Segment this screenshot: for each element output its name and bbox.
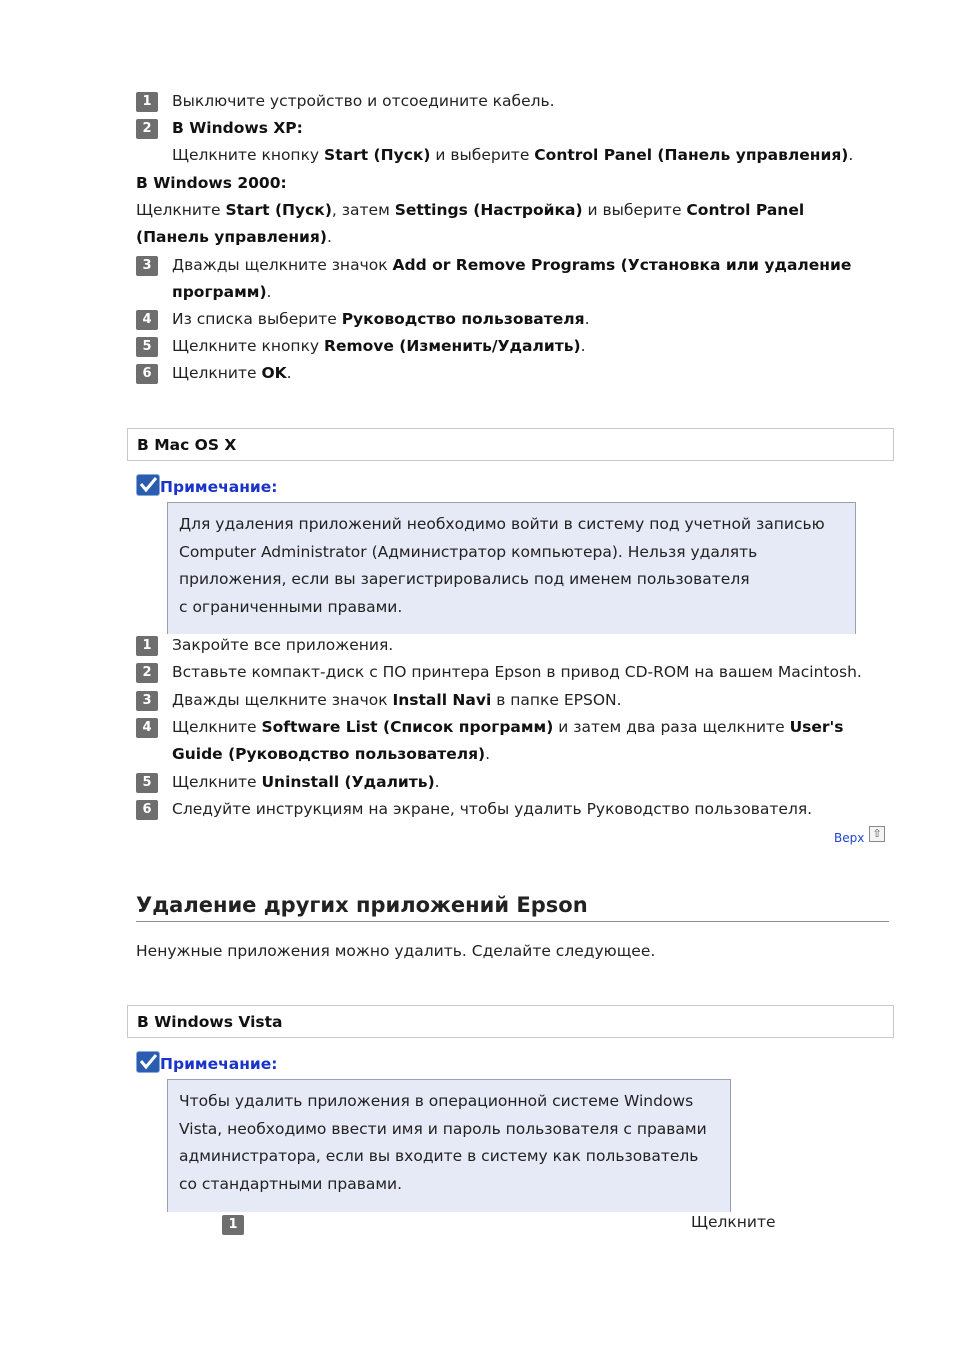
text: . <box>580 337 586 355</box>
step-text <box>172 769 892 796</box>
text: Щелкните <box>172 718 262 736</box>
note-line: Для удаления приложений необходимо войти в систему под учетной записью <box>179 515 825 533</box>
text: Щелкните <box>136 201 226 219</box>
step-number-badge: 1 <box>136 92 158 112</box>
text: Из списка выберите <box>172 310 342 328</box>
bold-text: Control Panel <box>686 201 805 219</box>
note-box <box>167 1079 731 1212</box>
bold-text: Add or Remove Programs (Установка или удаление <box>392 256 852 274</box>
note-label: Примечание: <box>160 478 278 496</box>
note-line: администратора, если вы входите в систему как пользователь <box>179 1147 699 1165</box>
step-number-badge: 2 <box>136 663 158 683</box>
step-text <box>172 252 892 306</box>
text: Щелкните <box>172 364 262 382</box>
step-text <box>172 360 892 387</box>
text: . <box>848 146 854 164</box>
note-check-icon <box>136 474 160 496</box>
text: . <box>286 364 292 382</box>
bold-text: User's <box>789 718 844 736</box>
text: . <box>485 745 491 763</box>
text: Дважды щелкните значок <box>172 256 393 274</box>
step-number-badge: 2 <box>136 119 158 139</box>
bold-text: Software List (Список программ) <box>261 718 554 736</box>
step-number-badge: 4 <box>136 718 158 738</box>
bold-text: OK <box>261 364 287 382</box>
vista-step-1-text: Щелкните <box>691 1213 776 1231</box>
windows-2000-instruction <box>136 197 876 251</box>
bold-text: (Панель управления) <box>136 228 327 246</box>
note-label: Примечание: <box>160 1055 278 1073</box>
bold-text: Remove (Изменить/Удалить) <box>324 337 581 355</box>
step-text: Вставьте компакт-диск с ПО принтера Epson в привод CD-ROM на вашем Macintosh. <box>172 663 862 681</box>
step-number-badge: 5 <box>136 337 158 357</box>
text: в папке EPSON. <box>491 691 622 709</box>
text: Щелкните кнопку <box>172 146 325 164</box>
step-number-badge: 6 <box>136 800 158 820</box>
section-windows-vista: В Windows Vista <box>127 1005 894 1038</box>
bold-text: Uninstall (Удалить) <box>261 773 435 791</box>
step-text <box>172 333 892 360</box>
note-line: Computer Administrator (Администратор компьютера). Нельзя удалять <box>179 542 758 561</box>
bold-text: Control Panel (Панель управления) <box>534 146 849 164</box>
bold-text: Guide (Руководство пользователя) <box>172 745 486 763</box>
step-number-badge: 3 <box>136 691 158 711</box>
text: . <box>266 283 272 301</box>
text: Щелкните <box>172 773 262 791</box>
note-line: со стандартными правами. <box>179 1174 403 1193</box>
step-number-badge: 3 <box>136 256 158 276</box>
bold-text: Start (Пуск) <box>225 201 332 219</box>
note-line: Vista, необходимо ввести имя и пароль пользователя с правами <box>179 1119 707 1138</box>
section-mac-os-x: В Mac OS X <box>127 428 894 461</box>
text: Щелкните кнопку <box>172 337 325 355</box>
bold-text: Start (Пуск) <box>324 146 431 164</box>
step-number-badge: 4 <box>136 310 158 330</box>
text: и выберите <box>582 201 687 219</box>
note-line: приложения, если вы зарегистрировались под именем пользователя <box>179 570 750 588</box>
section-heading: Удаление других приложений Epson <box>136 893 889 922</box>
windows-xp-heading <box>172 115 892 142</box>
note-line: Чтобы удалить приложения в операционной системе Windows <box>179 1092 694 1110</box>
heading-text: В Windows XP: <box>172 119 303 137</box>
step-text: Выключите устройство и отсоедините кабель. <box>172 92 555 110</box>
text: . <box>326 228 332 246</box>
bold-text: Install Navi <box>392 691 492 709</box>
step-number-badge: 5 <box>136 773 158 793</box>
text: Дважды щелкните значок <box>172 691 393 709</box>
top-link[interactable]: Верх <box>834 831 865 845</box>
text: . <box>584 310 590 328</box>
text: и затем два раза щелкните <box>553 718 790 736</box>
text: , затем <box>331 201 395 219</box>
step-text <box>172 687 892 714</box>
bold-text: Settings (Настройка) <box>394 201 583 219</box>
note-box <box>167 502 856 634</box>
step-text: Следуйте инструкциям на экране, чтобы удалить Руководство пользователя. <box>172 800 813 818</box>
intro-text: Ненужные приложения можно удалить. Сделайте следующее. <box>136 942 656 960</box>
step-number-badge: 6 <box>136 364 158 384</box>
step-number-badge: 1 <box>136 636 158 656</box>
note-line: с ограниченными правами. <box>179 597 403 616</box>
step-text: Закройте все приложения. <box>172 636 394 654</box>
arrow-up-icon[interactable]: ⇧ <box>869 826 885 842</box>
text: . <box>434 773 440 791</box>
bold-text: программ) <box>172 283 267 301</box>
text: и выберите <box>430 146 535 164</box>
windows-2000-heading <box>136 170 287 197</box>
step-number-badge: 1 <box>222 1215 244 1235</box>
windows-xp-instruction <box>172 142 892 169</box>
heading-text: В Windows 2000: <box>136 174 287 192</box>
note-check-icon <box>136 1051 160 1073</box>
step-text <box>172 714 892 768</box>
step-text <box>172 306 892 333</box>
bold-text: Руководство пользователя <box>341 310 585 328</box>
